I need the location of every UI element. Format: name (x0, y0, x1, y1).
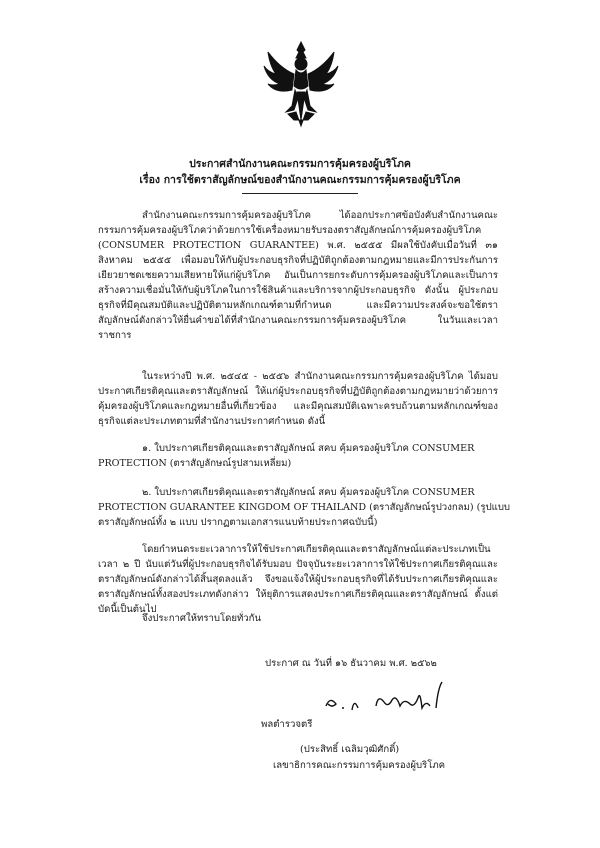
list-item-2-text: ๒. ใบประกาศเกียรติคุณและตราสัญลักษณ์ สคบ คุ้มครองผู้บริโภค CONSUMER PROTECTION GUARANTEE KINGDOM OF THAILAND (ตราสัญลักษณ์รูปวงกลม) (รูปแบบตราสัญลักษณ์ทั้ง ๒ แบบ ปรากฏตามเอกสารแนบท้ายประกาศฉบับนี้) (98, 487, 511, 528)
list-item-1-text: ๑. ใบประกาศเกียรติคุณและตราสัญลักษณ์ สคบ คุ้มครองผู้บริโภค CONSUMER PROTECTION (ตราสัญลักษณ์รูปสามเหลี่ยม) (98, 443, 475, 469)
paragraph-4: จึงประกาศให้ทราบโดยทั่วกัน (142, 613, 262, 624)
paragraph-2-text: ในระหว่างปี พ.ศ. ๒๕๔๕ - ๒๕๕๖ สำนักงานคณะกรรมการคุ้มครองผู้บริโภค ได้มอบประกาศเกียรติคุณและตราสัญลักษณ์ ให้แก่ผู้ประกอบธุรกิจที่ปฏิบัติถูกต้องตามกฎหมายว่าด้วยการคุ้มครองผู้บริโภคและกฎหมายอื่นที่เกี่ยวข้อง และมีคุณสมบัติเฉพาะครบถ้วนตามหลักเกณฑ์ของธุรกิจแต่ละประเภทตามที่สำนักงานประกาศกำหนด ดังนี้ (98, 371, 498, 427)
paragraph-1 (98, 208, 498, 343)
announce-date: ประกาศ ณ วันที่ ๑๖ ธันวาคม พ.ศ. ๒๕๖๒ (265, 658, 437, 669)
list-item-2 (98, 485, 518, 530)
document-title-line1: ประกาศสำนักงานคณะกรรมการคุ้มครองผู้บริโภค (189, 158, 411, 170)
signer-name: (ประสิทธิ์ เฉลิมวุฒิศักดิ์) (300, 744, 400, 755)
paragraph-3-text: โดยกำหนดระยะเวลาการให้ใช้ประกาศเกียรติคุณและตราสัญลักษณ์แต่ละประเภทเป็นเวลา ๒ ปี นับแต่วันที่ผู้ประกอบธุรกิจได้รับมอบ ปัจจุบันระยะเวลาการให้ใช้ประกาศเกียรติคุณและตราสัญลักษณ์ดังกล่าวได้สิ้นสุดลงแล้ว จึงขอแจ้งให้ผู้ประกอบธุรกิจที่ได้รับประกาศเกียรติคุณและตราสัญลักษณ์ทั้งสองประเภทดังกล่าว ให้ยุติการแสดงประกาศเกียรติคุณและตราสัญลักษณ์ ตั้งแต่บัดนี้เป็นต้นไป (98, 544, 498, 615)
signer-rank: พลตำรวจตรี (261, 719, 313, 730)
garuda-emblem-icon (262, 40, 340, 128)
signer-position: เลขาธิการคณะกรรมการคุ้มครองผู้บริโภค (273, 760, 446, 771)
document-title-line2: เรื่อง การใช้ตราสัญลักษณ์ของสำนักงานคณะกรรมการคุ้มครองผู้บริโภค (139, 174, 461, 186)
paragraph-1-text: สำนักงานคณะกรรมการคุ้มครองผู้บริโภค ได้ออกประกาศข้อบังคับสำนักงานคณะกรรมการคุ้มครองผู้บริโภคว่าด้วยการใช้เครื่องหมายรับรองตราสัญลักษณ์การคุ้มครองผู้บริโภค (CONSUMER PROTECTION GUARANTEE) พ.ศ. ๒๕๕๕ มีผลใช้บังคับเมื่อวันที่ ๓๑ สิงหาคม ๒๕๕๕ เพื่อมอบให้กับผู้ประกอบธุรกิจที่ปฏิบัติถูกต้องตามกฎหมายและมีการประกันการเยียวยาชดเชยความเสียหายให้แก่ผู้บริโภค อันเป็นการยกระดับการคุ้มครองผู้บริโภคและเป็นการสร้างความเชื่อมั่นให้กับผู้บริโภคในการใช้สินค้าและบริการจากผู้ประกอบธุรกิจ ดังนั้น ผู้ประกอบธุรกิจที่มีคุณสมบัติและปฏิบัติตามหลักเกณฑ์ตามที่กำหนด และมีความประสงค์จะขอใช้ตราสัญลักษณ์ดังกล่าวให้ยื่นคำขอได้ที่สำนักงานคณะกรรมการคุ้มครองผู้บริโภค ในวันและเวลาราชการ (98, 210, 498, 341)
list-item-1 (98, 441, 518, 471)
paragraph-2 (98, 369, 498, 429)
title-divider (242, 193, 358, 194)
paragraph-3 (98, 542, 498, 617)
signature (318, 678, 458, 718)
